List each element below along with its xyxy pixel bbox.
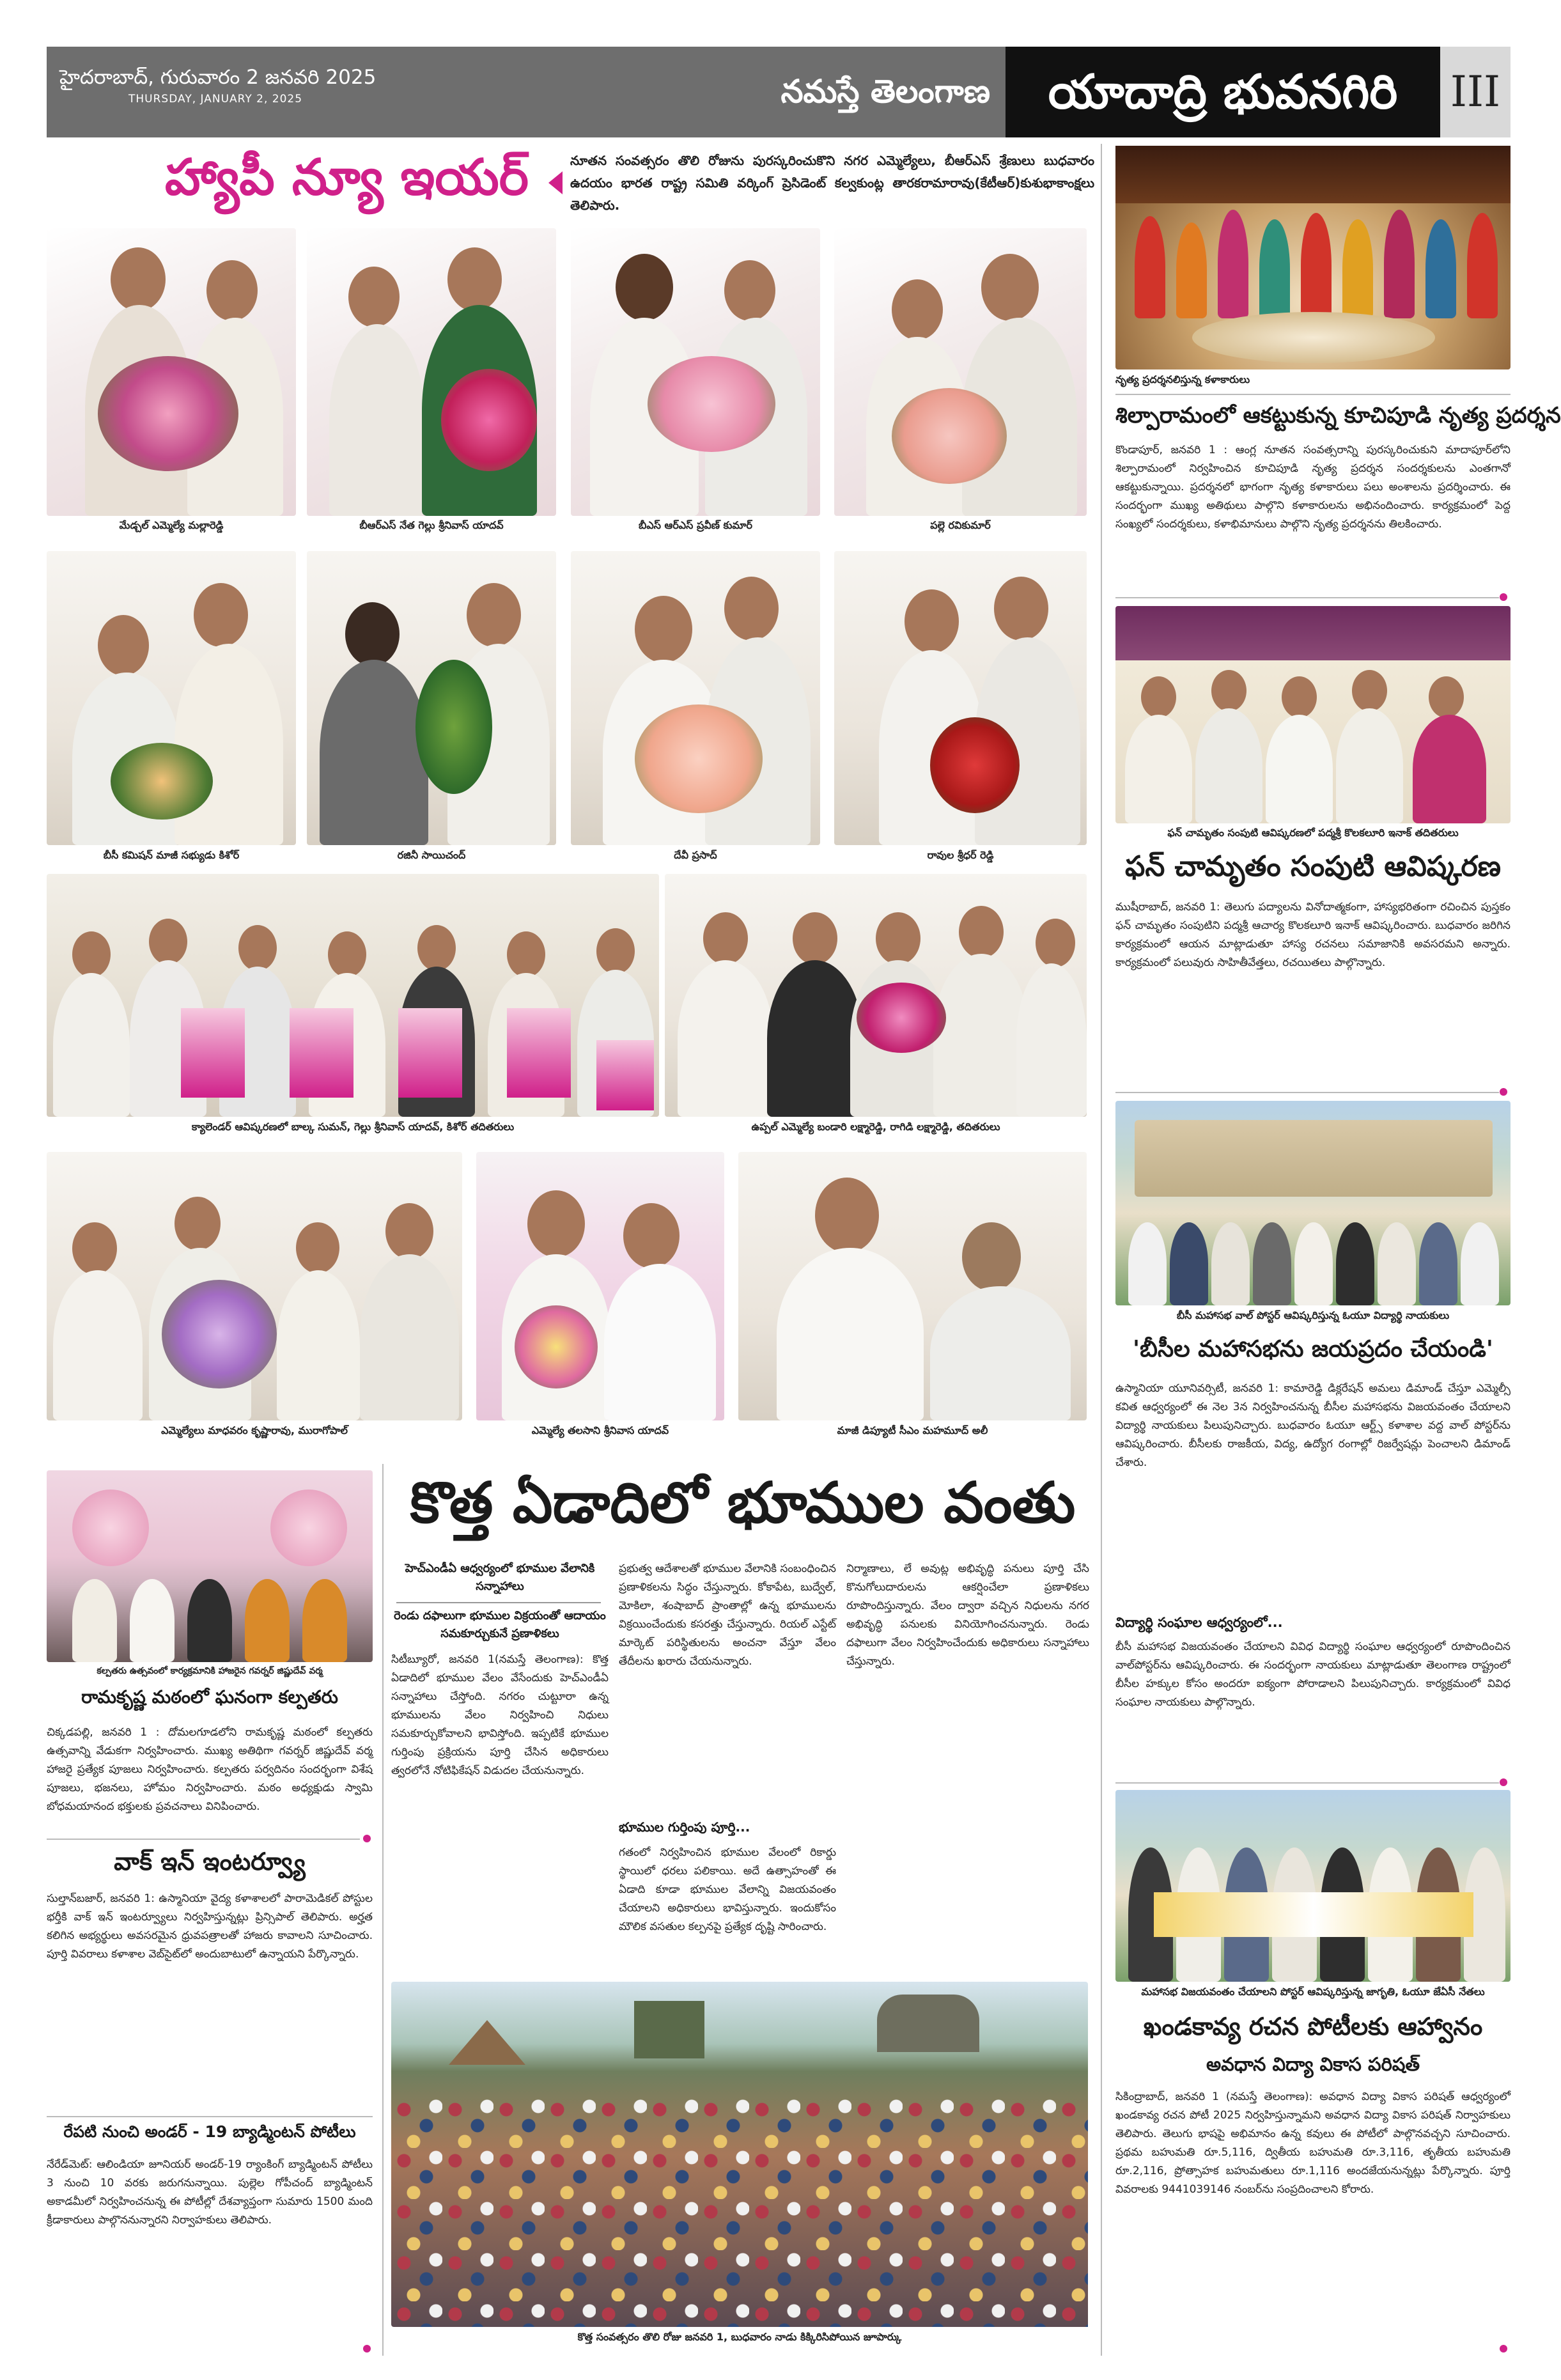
end-dot bbox=[363, 1835, 371, 1842]
photo-calendar-launch bbox=[47, 874, 659, 1117]
body-kuchipudi: కొండాపూర్, జనవరి 1 : ఆంగ్ల నూతన సంవత్సరాన్ని పురస్కరించుకుని మాదాపూర్‌లోని శిల్పారామంలో నిర్వహించిన కూచిపూడి నృత్య ప్రదర్శన సందర్శకులను ఎంతగానో ఆకట్టుకున్నాయి. ప్రదర్శనలో భాగంగా నృత్య కళాకారులు పలు అంశాలను ప్రదర్శించారు. ఈ సందర్భంగా ముఖ్య అతిథులు పాల్గొని కళాకారులను అభినందించారు. కార్యక్రమంలో పెద్ద సంఖ్యలో సందర్శకులు, కళాభిమానులు పాల్గొని నృత్య ప్రదర్శనను తిలకించారు. bbox=[1115, 444, 1511, 531]
photo-book-launch bbox=[1115, 606, 1511, 823]
headline-bc-sabha: 'బీసీల మహాసభను జయప్రదం చేయండి' bbox=[1133, 1336, 1493, 1362]
caption-rajini-saichand: రజినీ సాయిచంద్ bbox=[397, 849, 466, 861]
photo-rajini-saichand bbox=[307, 551, 556, 845]
body-kalpataru: చిక్కడపల్లి, జనవరి 1 : దోమలగూడలోని రామకృష్ణ మఠంలో కల్పతరు ఉత్సవాన్ని వేడుకగా నిర్వహించారు. ముఖ్య అతిథిగా గవర్నర్ జిష్ణుదేవ్ వర్మ హాజరై ప్రత్యేక పూజలు నిర్వహించారు. కల్పతరు పర్వదినం సందర్భంగా విశేష పూజలు, భజనలు, హోమం నిర్వహించారు. మఠం అధ్యక్షుడు స్వామి బోధమయానంద భక్తులకు ప్రవచనాలు వినిపించారు. bbox=[47, 1726, 373, 1813]
photo-mallareddy bbox=[47, 228, 296, 516]
caption-mahmood-ali: మాజీ డిప్యూటీ సీఎం మహమూద్ అలీ bbox=[837, 1424, 988, 1436]
end-dot bbox=[1500, 2345, 1507, 2353]
paper-name: నమస్తే తెలంగాణ bbox=[692, 47, 1006, 137]
lead-body-col2: ప్రభుత్వ ఆదేశాలతో భూముల వేలానికి సంబంధించిన ప్రణాళికలను సిద్ధం చేస్తున్నారు. కోకాపేట, బుద్వేల్, మోకిలా, శంషాబాద్ ప్రాంతాల్లో ఉన్న భూములను విక్రయించేందుకు కసరత్తు చేస్తున్నారు. రియల్ ఎస్టేట్ మార్కెట్ పరిస్థితులను అంచనా వేస్తూ వేలం తేదీలను ఖరారు చేయనున్నారు. bbox=[619, 1562, 836, 1668]
rule-r1 bbox=[1115, 394, 1511, 395]
lead-headline: కొత్త ఏడాదిలో భూముల వంతు bbox=[410, 1469, 1076, 1536]
headline-kuchipudi: శిల్పారామంలో ఆకట్టుకున్న కూచిపూడి నృత్య ప్రదర్శన bbox=[1115, 403, 1561, 428]
body-bc-sabha: ఉస్మానియా యూనివర్సిటీ, జనవరి 1: కామారెడ్డి డిక్లరేషన్ అమలు డిమాండ్ చేస్తూ ఎమ్మెల్సీ కవిత ఆధ్వర్యంలో ఈ నెల 3న నిర్వహించనున్న బీసీల మహాసభను విజయవంతం చేయాలని విద్యార్థి నాయకులు పిలుపునిచ్చారు. బుధవారం ఓయూ ఆర్ట్స్ కళాశాల వద్ద వాల్ పోస్టర్‌ను ఆవిష్కరించారు. బీసీలకు రాజకీయ, విద్య, ఉద్యోగ రంగాల్లో రిజర్వేషన్లు పెంచాలని డిమాండ్ చేశారు. bbox=[1115, 1382, 1511, 1469]
date-english: THURSDAY, JANUARY 2, 2025 bbox=[128, 93, 303, 105]
body2-bc-sabha: బీసీ మహాసభ విజయవంతం చేయాలని వివిధ విద్యార్థి సంఘాల ఆధ్వర్యంలో రూపొందించిన వాల్‌పోస్టర్‌ను ఆవిష్కరించారు. ఈ సందర్భంగా నాయకులు మాట్లాడుతూ తెలంగాణ రాష్ట్రంలో బీసీల హక్కుల కోసం అందరూ ఐక్యంగా పోరాడాలని పిలుపునిచ్చారు. కార్యక్రమంలో వివిధ సంఘాల నాయకులు పాల్గొన్నారు. bbox=[1115, 1640, 1511, 1709]
caption-book-launch: ఫన్ చామృతం సంపుటి ఆవిష్కరణలో పద్మశ్రీ కొలకలూరి ఇనాక్ తదితరులు bbox=[1167, 827, 1459, 839]
photo-ramakrishna bbox=[47, 1470, 373, 1662]
caption-kuchipudi: నృత్య ప్రదర్శనలిస్తున్న కళాకారులు bbox=[1115, 373, 1250, 385]
hny-title: హ్యాపీ న్యూ ఇయర్ bbox=[165, 148, 529, 206]
photo-mahmood-ali bbox=[738, 1152, 1087, 1420]
date-block bbox=[47, 47, 692, 137]
headline-kalpataru: రామకృష్ణ మఠంలో ఘనంగా కల్పతరు bbox=[81, 1686, 338, 1707]
subhead-kavya-contest: అవధాన విద్యా వికాస పరిషత్ bbox=[1206, 2053, 1420, 2075]
rule-r2 bbox=[1115, 597, 1499, 598]
lead-body-col2b: గతంలో నిర్వహించిన భూముల వేలంలో రికార్డు స్థాయిలో ధరలు పలికాయి. అదే ఉత్సాహంతో ఈ ఏడాది కూడా భూముల వేలాన్ని విజయవంతం చేయాలని అధికారులు భావిస్తున్నారు. ఇందుకోసం మౌలిక వసతుల కల్పనపై ప్రత్యేక దృష్టి సారించారు. bbox=[619, 1846, 836, 1933]
district-name: యాదాద్రి భువనగిరి bbox=[1006, 47, 1440, 137]
body-badminton: నేరేడ్‌మెట్: ఆలిండియా జూనియర్ అండర్-19 ర్యాంకింగ్ బ్యాడ్మింటన్ పోటీలు 3 నుంచి 10 వరకు జరుగనున్నాయి. పుల్లెల గోపీచంద్ బ్యాడ్మింటన్ అకాడమీలో నిర్వహించనున్న ఈ పోటీల్లో దేశవ్యాప్తంగా సుమారు 1500 మంది క్రీడాకారులు పాల్గొననున్నారని నిర్వాహకులు తెలిపారు. bbox=[47, 2158, 373, 2227]
photo-devi-prasad bbox=[571, 551, 820, 845]
rule-l2 bbox=[47, 2116, 373, 2117]
caption-ou-poster: బీసీ మహాసభ వాల్ పోస్టర్ ఆవిష్కరిస్తున్న ఓయూ విద్యార్థి నాయకులు bbox=[1176, 1309, 1450, 1321]
date-telugu: హైదరాబాద్, గురువారం 2 జనవరి 2025 bbox=[59, 66, 377, 89]
caption-zoo-park: కొత్త సంవత్సరం తొలి రోజు జనవరి 1, బుధవారం నాడు కిక్కిరిసిపోయిన జూపార్కు bbox=[577, 2331, 902, 2343]
headline-walk-in: వాక్ ఇన్ ఇంటర్వ్యూ bbox=[114, 1847, 306, 1876]
column-divider bbox=[1101, 144, 1102, 2356]
rule-r3 bbox=[1115, 1092, 1499, 1093]
caption-devi-prasad: దేవీ ప్రసాద్ bbox=[674, 849, 717, 861]
rule-l1 bbox=[47, 1839, 360, 1840]
lead-body-col1: సిటీబ్యూరో, జనవరి 1(నమస్తే తెలంగాణ): కొత్త ఏడాదిలో భూముల వేలం వేసేందుకు హెచ్ఎండీఏ సన్నాహాలు చేస్తోంది. నగరం చుట్టూరా ఉన్న భూములను వేలం నిర్వహించి నిధులు సమకూర్చుకోవాలని భావిస్తోంది. ఇప్పటికే భూముల గుర్తింపు ప్రక్రియను పూర్తి చేసిన అధికారులు త్వరలోనే నోటిఫికేషన్ విడుదల చేయనున్నారు. bbox=[391, 1653, 609, 1777]
caption-ravula-sridhar: రావుల శ్రీధర్ రెడ్డి bbox=[927, 849, 994, 861]
body-kavya-contest: సికింద్రాబాద్, జనవరి 1 (నమస్తే తెలంగాణ): అవధాన విద్యా వికాస పరిషత్ ఆధ్వర్యంలో ఖండకావ్య రచన పోటీ 2025 నిర్వహిస్తున్నామని అవధాన విద్యా వికాస పరిషత్ నిర్వాహకులు తెలిపారు. తెలుగు భాషపై అభిమానం ఉన్న కవులు ఈ పోటీలో పాల్గొనవచ్చని సూచించారు. ప్రథమ బహుమతి రూ.5,116, ద్వితీయ బహుమతి రూ.3,116, తృతీయ బహుమతి రూ.2,116, ప్రోత్సాహక బహుమతులు రూ.1,116 అందజేయనున్నట్లు పేర్కొన్నారు. పూర్తి వివరాలకు 9441039146 నంబర్‌ను సంప్రదించాలని కోరారు. bbox=[1115, 2090, 1511, 2196]
body-book-launch: ముషీరాబాద్, జనవరి 1: తెలుగు పద్యాలను వినోదాత్మకంగా, హాస్యభరితంగా రచించిన పుస్తకం ఫన్ చామృతం సంపుటిని పద్మశ్రీ ఆచార్య కొలకలూరి ఇనాక్ ఆవిష్కరించారు. బుధవారం జరిగిన కార్యక్రమంలో ఆయన మాట్లాడుతూ హాస్య రచనలు సమాజానికి అవసరమని అన్నారు. కార్యక్రమంలో పలువురు సాహితీవేత్తలు, రచయితలు పాల్గొన్నారు. bbox=[1115, 901, 1511, 969]
caption-madhavaram: ఎమ్మెల్యేలు మాధవరం కృష్ణారావు, మురాగోపాల్ bbox=[161, 1424, 348, 1436]
photo-ravula-sridhar bbox=[834, 551, 1087, 845]
caption-gellu-srinivas: బీఆర్ఎస్ నేత గెల్లు శ్రీనివాస్ యాదవ్ bbox=[359, 519, 504, 531]
end-dot bbox=[363, 2345, 371, 2353]
caption-praveen-kumar: బీఎస్ ఆర్ఎస్ ప్రవీణ్ కుమార్ bbox=[639, 519, 752, 531]
end-dot bbox=[1500, 593, 1507, 601]
photo-uppal-mla bbox=[665, 874, 1087, 1117]
caption-mallareddy: మేడ్చల్ ఎమ్మెల్యే మల్లారెడ్డి bbox=[119, 519, 224, 531]
caption-jagruthi-poster: మహాసభ విజయవంతం చేయాలని పోస్టర్ ఆవిష్కరిస్తున్న జాగృతి, ఓయూ జేఏసీ నేతలు bbox=[1141, 1986, 1485, 1998]
caption-kishore: బీసీ కమిషన్ మాజీ సభ్యుడు కిశోర్ bbox=[103, 849, 240, 861]
headline-badminton: రేపటి నుంచి అండర్ - 19 బ్యాడ్మింటన్ పోటీలు bbox=[63, 2122, 356, 2141]
caption-ramakrishna: కల్పతరు ఉత్సవంలో కార్యక్రమానికి హాజరైన గవర్నర్ జిష్ణుదేవ్ వర్మ bbox=[97, 1666, 323, 1676]
photo-gellu-srinivas bbox=[307, 228, 556, 516]
left-divider bbox=[382, 1464, 384, 2356]
end-dot bbox=[1500, 1778, 1507, 1786]
rule-r4 bbox=[1115, 1782, 1499, 1784]
lead-deck1: హెచ్ఎండీఏ ఆధ్వర్యంలో భూముల వేలానికి సన్నాహాలు bbox=[405, 1562, 595, 1593]
photo-talasani bbox=[476, 1152, 724, 1420]
subhead-bc-sabha: విద్యార్థి సంఘాల ఆధ్వర్యంలో... bbox=[1115, 1615, 1283, 1630]
page-number: III bbox=[1440, 47, 1511, 137]
photo-ou-poster bbox=[1115, 1101, 1511, 1305]
caption-talasani: ఎమ్మెల్యే తలసాని శ్రీనివాస యాదవ్ bbox=[531, 1424, 669, 1436]
lead-body-col3: నిర్మాణాలు, లే అవుట్ల అభివృద్ధి పనులు పూర్తి చేసి కొనుగోలుదారులను ఆకర్షించేలా ప్రణాళికలు రూపొందిస్తున్నారు. వేలం ద్వారా వచ్చిన నిధులను నగర అభివృద్ధి పనులకు వినియోగించనున్నారు. రెండు దఫాలుగా వేలం నిర్వహించేందుకు అధికారులు సన్నాహాలు చేస్తున్నారు. bbox=[846, 1562, 1089, 1668]
end-dot bbox=[1500, 1088, 1507, 1096]
rule-deck bbox=[396, 1602, 601, 1603]
photo-madhavaram bbox=[47, 1152, 462, 1420]
body-walk-in: సుల్తాన్‌బజార్, జనవరి 1: ఉస్మానియా వైద్య కళాశాలలో పారామెడికల్ పోస్టుల భర్తీకి వాక్ ఇన్ ఇంటర్వ్యూలు నిర్వహిస్తున్నట్లు ప్రిన్సిపాల్ తెలిపారు. అర్హత కలిగిన అభ్యర్థులు అవసరమైన ధ్రువపత్రాలతో హాజరు కావాలని సూచించారు. పూర్తి వివరాలు కళాశాల వెబ్‌సైట్‌లో అందుబాటులో ఉన్నాయని పేర్కొన్నారు. bbox=[47, 1892, 373, 1961]
photo-palle-ravikumar bbox=[834, 228, 1087, 516]
lead-deck2: రెండు దఫాలుగా భూముల విక్రయంతో ఆదాయం సమకూర్చుకునే ప్రణాళికలు bbox=[394, 1609, 606, 1640]
photo-zoo-park bbox=[391, 1982, 1088, 2327]
headline-kavya-contest: ఖండకావ్య రచన పోటీలకు ఆహ్వానం bbox=[1143, 2012, 1483, 2041]
hny-arrow-icon bbox=[548, 171, 563, 194]
caption-calendar-launch: క్యాలెండర్ ఆవిష్కరణలో బాల్క సుమన్, గెల్లు శ్రీనివాస్ యాదవ్, కిశోర్ తదితరులు bbox=[191, 1121, 515, 1133]
caption-uppal-mla: ఉప్పల్ ఎమ్మెల్యే బండారి లక్ష్మారెడ్డి, రాగిడి లక్ష్మారెడ్డి, తదితరులు bbox=[751, 1121, 1000, 1133]
photo-kishore bbox=[47, 551, 296, 845]
headline-book-launch: ఫన్ చామృతం సంపుటి ఆవిష్కరణ bbox=[1125, 850, 1501, 883]
photo-jagruthi-poster bbox=[1115, 1790, 1511, 1982]
photo-kuchipudi bbox=[1115, 146, 1511, 369]
masthead bbox=[47, 47, 1511, 137]
caption-palle-ravikumar: పల్లె రవికుమార్ bbox=[930, 519, 991, 531]
lead-subhead: భూముల గుర్తింపు పూర్తి... bbox=[619, 1819, 750, 1835]
hny-intro: నూతన సంవత్సరం తొలి రోజును పురస్కరించుకొని నగర ఎమ్మెల్యేలు, బీఆర్ఎస్ శ్రేణులు బుధవారం ఉదయం భారత రాష్ట్ర సమితి వర్కింగ్ ప్రెసిడెంట్ కల్వకుంట్ల తారకరామారావు(కేటీఆర్)కుశుభాకాంక్షలు తెలిపారు. bbox=[570, 153, 1094, 213]
photo-praveen-kumar bbox=[571, 228, 820, 516]
